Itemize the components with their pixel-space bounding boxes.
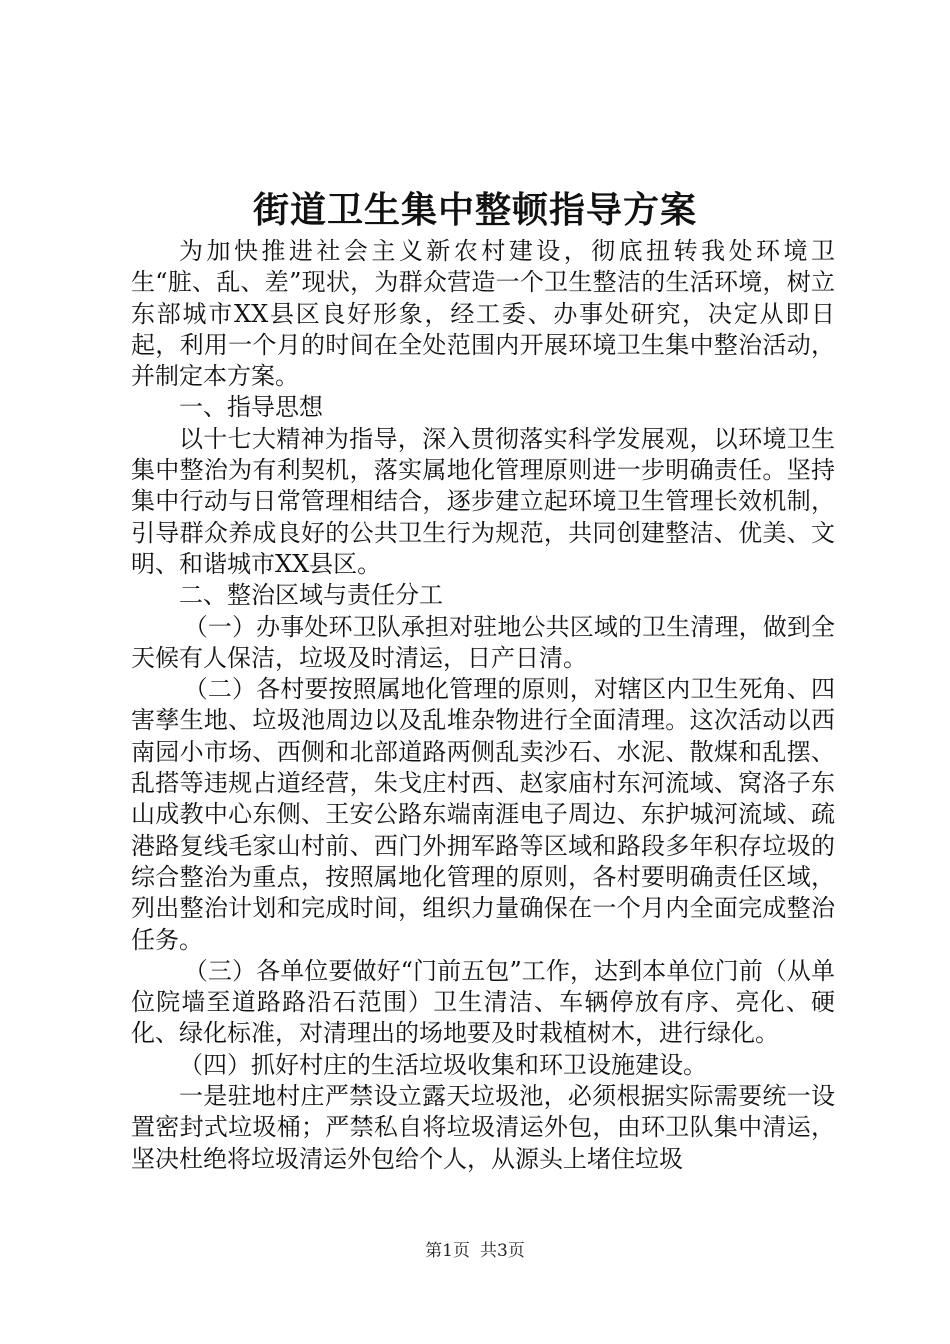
item-1-paragraph: （一）办事处环卫队承担对驻地公共区域的卫生清理，做到全天候有人保洁，垃圾及时清运，日产日清。 (131, 612, 835, 672)
section-heading-areas-responsibilities: 二、整治区域与责任分工 (179, 581, 443, 610)
item-2-paragraph: （二）各村要按照属地化管理的原则，对辖区内卫生死角、四害孳生地、垃圾池周边以及乱堆杂物进行全面清理。这次活动以西南园小市场、西侧和北部道路两侧乱卖沙石、水泥、散煤和乱摆、乱搭等违规占道经营，朱戈庄村西、赵家庙村东河流域、窝洛子东山成教中心东侧、王安公路东端南涯电子周边、东护城河流域、疏港路复线毛家山村前、西门外拥军路等区域和路段多年积存垃圾的综合整治为重点，按照属地化管理的原则，各村要明确责任区域，列出整治计划和完成时间，组织力量确保在一个月内全面完成整治任务。 (131, 675, 835, 954)
guiding-ideology-paragraph: 以十七大精神为指导，深入贯彻落实科学发展观，以环境卫生集中整治为有利契机，落实属地化管理原则进一步明确责任。坚持集中行动与日常管理相结合，逐步建立起环境卫生管理长效机制，引导群众养成良好的公共卫生行为规范，共同创建整洁、优美、文明、和谐城市XX县区。 (131, 424, 835, 578)
page-number: 第1页 (425, 1241, 470, 1261)
intro-paragraph: 为加快推进社会主义新农村建设，彻底扭转我处环境卫生“脏、乱、差”现状，为群众营造一个卫生整洁的生活环境，树立东部城市XX县区良好形象，经工委、办事处研究，决定从即日起，利用一个月的时间在全处范围内开展环境卫生集中整治活动，并制定本方案。 (131, 237, 835, 391)
page-footer (0, 1240, 950, 1262)
document-body (131, 236, 835, 1175)
item-4-paragraph: （四）抓好村庄的生活垃圾收集和环卫设施建设。 (179, 1050, 707, 1079)
item-4-detail-paragraph: 一是驻地村庄严禁设立露天垃圾池，必须根据实际需要统一设置密封式垃圾桶；严禁私自将垃圾清运外包，由环卫队集中清运，坚决杜绝将垃圾清运外包给个人，从源头上堵住垃圾 (131, 1082, 835, 1173)
item-3-paragraph: （三）各单位要做好“门前五包”工作，达到本单位门前（从单位院墙至道路路沿石范围）卫生清洁、车辆停放有序、亮化、硬化、绿化标准，对清理出的场地要及时栽植树木，进行绿化。 (131, 956, 835, 1048)
page-total: 共3页 (480, 1241, 525, 1261)
document-title: 街道卫生集中整顿指导方案 (252, 189, 697, 231)
section-heading-guiding-ideology: 一、指导思想 (179, 393, 323, 422)
